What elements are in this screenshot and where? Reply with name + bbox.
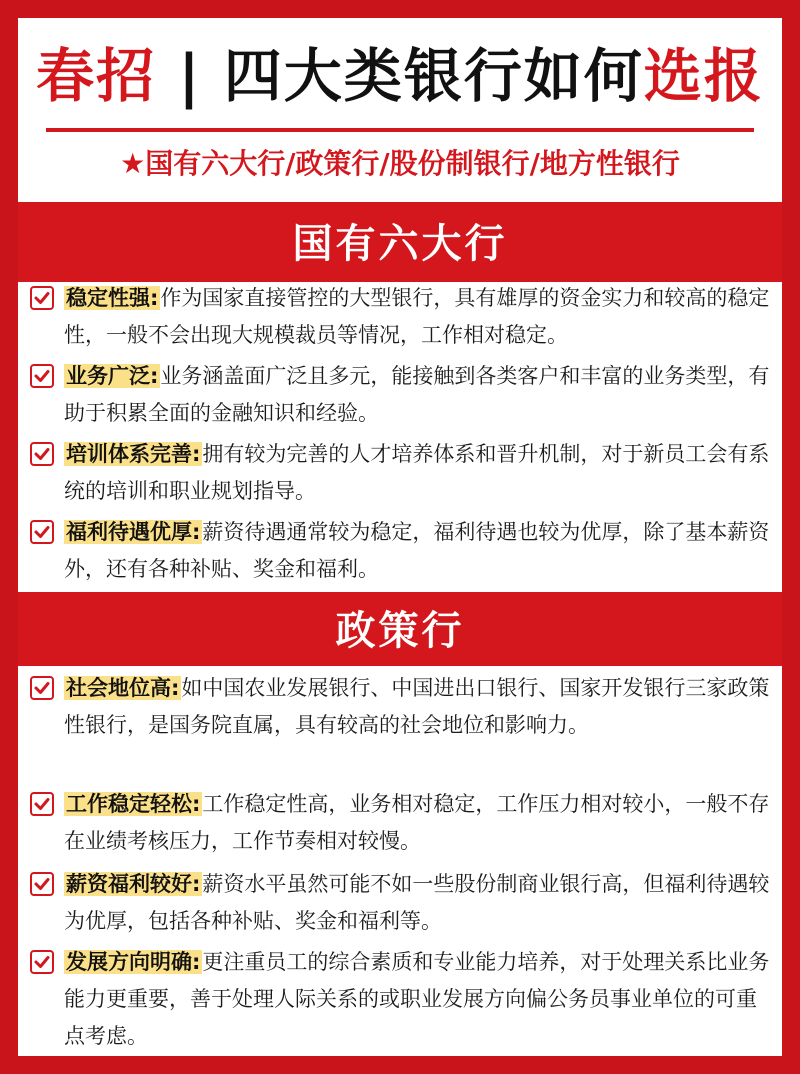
item-key: 业务广泛: <box>66 364 159 388</box>
checkbox-checked-icon <box>30 872 54 896</box>
item-text <box>64 358 774 432</box>
item-text <box>64 280 774 354</box>
item-text <box>64 436 774 510</box>
title-part-1: 春招 <box>36 42 157 110</box>
item-text <box>64 514 774 588</box>
item-key: 发展方向明确: <box>66 950 201 974</box>
page-title <box>18 36 782 116</box>
item-text <box>64 944 774 1055</box>
item-body: 如中国农业发展银行、中国进出口银行、国家开发银行三家政策性银行，是国务院直属，具有较高的社会地位和影响力。 <box>64 676 770 737</box>
item-text <box>64 866 774 940</box>
checkbox-checked-icon <box>30 676 54 700</box>
item-body: 拥有较为完善的人才培养体系和晋升机制，对于新员工会有系统的培训和职业规划指导。 <box>64 442 770 503</box>
title-separator: | <box>178 42 202 110</box>
item-key: 工作稳定轻松: <box>66 792 201 816</box>
title-part-3: 选报 <box>643 42 764 110</box>
section-heading-state-banks: 国有六大行 <box>18 202 782 282</box>
item-body: 薪资水平虽然可能不如一些股份制商业银行高，但福利待遇较为优厚，包括各种补贴、奖金和福利等。 <box>64 872 770 933</box>
title-part-2: 四大类银行如何 <box>223 42 644 110</box>
checkbox-checked-icon <box>30 442 54 466</box>
section-heading-policy-banks: 政策行 <box>18 592 782 666</box>
item-key: 稳定性强: <box>66 286 159 310</box>
item-key: 社会地位高: <box>66 676 180 700</box>
checkbox-checked-icon <box>30 364 54 388</box>
subtitle: ★国有六大行/政策行/股份制银行/地方性银行 <box>120 147 680 180</box>
checkbox-checked-icon <box>30 520 54 544</box>
item-body: 更注重员工的综合素质和专业能力培养，对于处理关系比业务能力更重要，善于处理人际关系的或职业发展方向偏公务员事业单位的可重点考虑。 <box>64 950 770 1048</box>
item-text <box>64 670 774 744</box>
poster <box>18 18 782 1056</box>
item-body: 薪资待遇通常较为稳定，福利待遇也较为优厚，除了基本薪资外，还有各种补贴、奖金和福利。 <box>64 520 770 581</box>
item-body: 业务涵盖面广泛且多元，能接触到各类客户和丰富的业务类型，有助于积累全面的金融知识和经验。 <box>64 364 770 425</box>
checkbox-checked-icon <box>30 792 54 816</box>
item-text <box>64 786 774 860</box>
item-key: 福利待遇优厚: <box>66 520 201 544</box>
item-key: 薪资福利较好: <box>66 872 201 896</box>
title-divider <box>46 128 754 132</box>
checkbox-checked-icon <box>30 286 54 310</box>
item-key: 培训体系完善: <box>66 442 201 466</box>
item-body: 工作稳定性高，业务相对稳定，工作压力相对较小，一般不存在业绩考核压力，工作节奏相对较慢。 <box>64 792 770 853</box>
checkbox-checked-icon <box>30 950 54 974</box>
item-body: 作为国家直接管控的大型银行，具有雄厚的资金实力和较高的稳定性，一般不会出现大规模裁员等情况，工作相对稳定。 <box>64 286 770 347</box>
